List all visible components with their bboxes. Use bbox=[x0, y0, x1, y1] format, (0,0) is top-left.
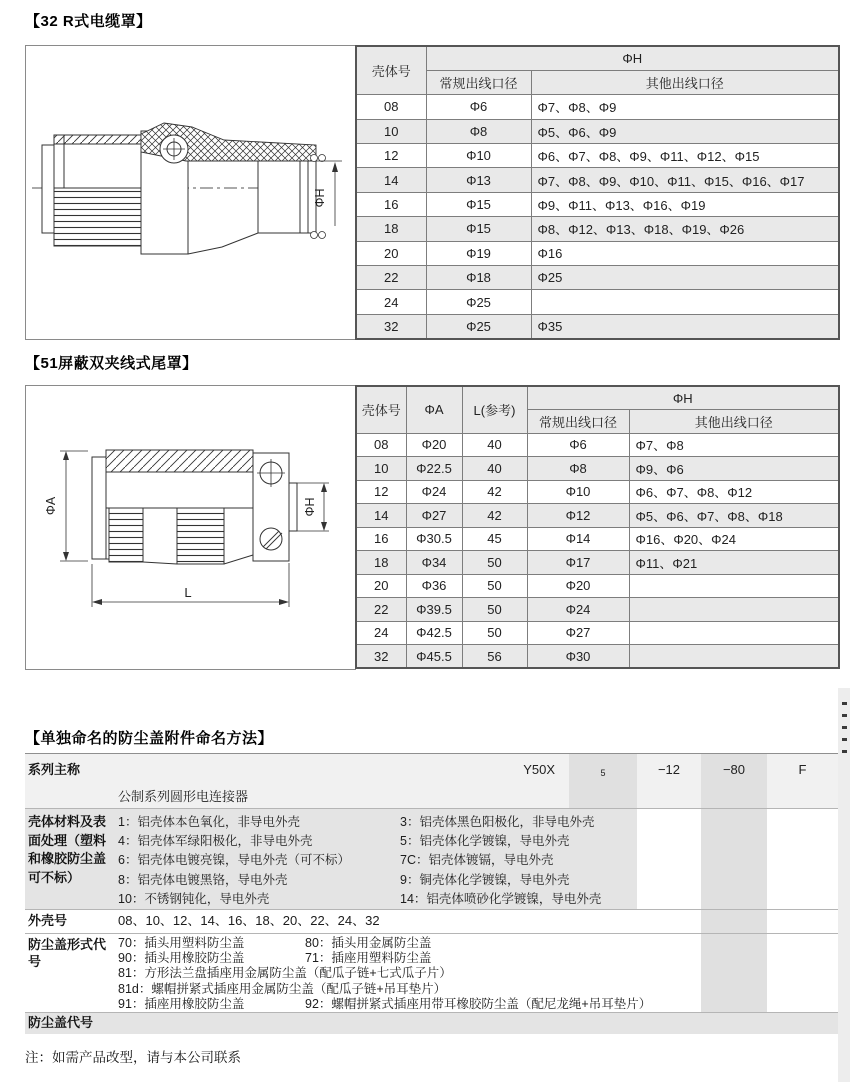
cell-shell: 24 bbox=[356, 290, 426, 314]
table-row bbox=[356, 527, 839, 551]
cell-normal: Φ12 bbox=[527, 504, 629, 528]
cell-phi-a: Φ39.5 bbox=[406, 598, 462, 622]
material-label bbox=[28, 813, 116, 887]
table-row bbox=[356, 645, 839, 669]
cell-other: Φ5、Φ6、Φ7、Φ8、Φ18 bbox=[629, 504, 839, 528]
cell-phi-a: Φ30.5 bbox=[406, 527, 462, 551]
cell-l: 42 bbox=[462, 480, 527, 504]
cover-type-item: 92：螺帽拼紧式插座用带耳橡胶防尘盖（配尼龙绳+吊耳垫片） bbox=[305, 996, 652, 1011]
col-header-normal: 常规出线口径 bbox=[527, 410, 629, 434]
header-row bbox=[356, 46, 839, 70]
cover-type-item: 70：插头用塑料防尘盖 bbox=[118, 936, 245, 950]
material-item: 5：铝壳体化学镀镍，导电外壳 bbox=[400, 834, 570, 849]
cell-other: Φ16、Φ20、Φ24 bbox=[629, 527, 839, 551]
col-header-phi-h: ΦH bbox=[527, 386, 839, 410]
cell-shell: 16 bbox=[356, 527, 406, 551]
page-edge-marks bbox=[842, 702, 847, 754]
material-label-part2: （塑料和橡胶防尘盖可不标） bbox=[28, 832, 107, 885]
cover-type-line bbox=[118, 951, 651, 966]
cell-l: 56 bbox=[462, 645, 527, 669]
series-description: 公制系列圆形电连接器 bbox=[118, 789, 249, 804]
cell-shell: 20 bbox=[356, 574, 406, 598]
cell-normal: Φ24 bbox=[527, 598, 629, 622]
cell-l: 50 bbox=[462, 574, 527, 598]
cell-l: 50 bbox=[462, 621, 527, 645]
table-row bbox=[356, 598, 839, 622]
material-list-left bbox=[118, 813, 350, 909]
table-row bbox=[356, 217, 839, 241]
material-item: 1：铝壳体本色氧化，非导电外壳 bbox=[118, 815, 300, 829]
cell-other bbox=[629, 574, 839, 598]
cover-type-item: 80：插头用金属防尘盖 bbox=[305, 936, 432, 950]
cell-other: Φ9、Φ11、Φ13、Φ16、Φ19 bbox=[531, 192, 839, 216]
cover-code-label: 防尘盖代号 bbox=[28, 1015, 94, 1030]
header-row bbox=[356, 70, 839, 94]
knurl-ring bbox=[177, 508, 224, 564]
cell-phi-a: Φ42.5 bbox=[406, 621, 462, 645]
cell-normal: Φ13 bbox=[426, 168, 531, 192]
cover-type-line bbox=[118, 936, 651, 951]
row-divider bbox=[25, 933, 838, 934]
material-item: 3：铝壳体黑色阳极化，非导电外壳 bbox=[400, 815, 595, 829]
spec-table-cable-cover bbox=[355, 45, 840, 340]
cell-shell: 32 bbox=[356, 645, 406, 669]
cell-other: Φ6、Φ7、Φ8、Φ12 bbox=[629, 480, 839, 504]
cell-other bbox=[629, 645, 839, 669]
cell-shell: 10 bbox=[356, 457, 406, 481]
cell-normal: Φ6 bbox=[426, 95, 531, 119]
cell-other: Φ11、Φ21 bbox=[629, 551, 839, 575]
cell-other: Φ6、Φ7、Φ8、Φ9、Φ11、Φ12、Φ15 bbox=[531, 144, 839, 168]
section-title-naming-method: 【单独命名的防尘盖附件命名方法】 bbox=[25, 730, 274, 747]
cell-normal: Φ25 bbox=[426, 314, 531, 338]
code-shell-no: −12 bbox=[657, 762, 681, 777]
row-divider bbox=[25, 808, 838, 809]
cover-type-item: 90：插头用橡胶防尘盖 bbox=[118, 951, 245, 966]
col-header-normal: 常规出线口径 bbox=[426, 70, 531, 94]
section-title-shield-tail: 【51屏蔽双夹线式尾罩】 bbox=[25, 355, 198, 372]
series-desc-row bbox=[25, 786, 838, 808]
header-row bbox=[356, 386, 839, 410]
cell-other bbox=[629, 598, 839, 622]
material-list-right bbox=[400, 813, 601, 909]
cell-other: Φ7、Φ8、Φ9、Φ10、Φ11、Φ15、Φ16、Φ17 bbox=[531, 168, 839, 192]
material-item: 4：铝壳体军绿阳极化，非导电外壳 bbox=[118, 834, 313, 849]
code-suffix: F bbox=[798, 762, 807, 777]
dim-h-label: ΦH bbox=[303, 497, 317, 517]
table-row bbox=[356, 168, 839, 192]
knurl-ring bbox=[54, 188, 141, 246]
cell-normal: Φ30 bbox=[527, 645, 629, 669]
cover-type-row bbox=[25, 933, 838, 1012]
cell-phi-a: Φ36 bbox=[406, 574, 462, 598]
table-row bbox=[356, 621, 839, 645]
cell-l: 40 bbox=[462, 433, 527, 457]
cell-normal: Φ8 bbox=[426, 119, 531, 143]
cell-phi-a: Φ20 bbox=[406, 433, 462, 457]
table-row bbox=[356, 266, 839, 290]
code-series: Y50X bbox=[523, 762, 555, 777]
material-row bbox=[25, 808, 838, 909]
cell-normal: Φ25 bbox=[426, 290, 531, 314]
series-label: 系列主称 bbox=[28, 762, 81, 777]
code-material: 5 bbox=[600, 768, 606, 778]
hatch-band bbox=[106, 450, 253, 472]
dim-h-label: ΦH bbox=[313, 188, 327, 208]
cover-type-line bbox=[118, 982, 651, 997]
cell-other: Φ5、Φ6、Φ9 bbox=[531, 119, 839, 143]
cell-phi-a: Φ22.5 bbox=[406, 457, 462, 481]
dim-arrow bbox=[321, 522, 327, 531]
dim-arrow bbox=[279, 599, 289, 605]
table-row bbox=[356, 457, 839, 481]
cell-shell: 14 bbox=[356, 504, 406, 528]
cell-other: Φ7、Φ8、Φ9 bbox=[531, 95, 839, 119]
cell-l: 42 bbox=[462, 504, 527, 528]
row-divider bbox=[25, 1012, 838, 1013]
cell-other: Φ7、Φ8 bbox=[629, 433, 839, 457]
cell-other: Φ25 bbox=[531, 266, 839, 290]
cell-phi-a: Φ24 bbox=[406, 480, 462, 504]
col-header-shell: 壳体号 bbox=[356, 386, 406, 433]
cell-normal: Φ14 bbox=[527, 527, 629, 551]
cable-cover-drawing bbox=[26, 46, 354, 338]
cell-normal: Φ10 bbox=[426, 144, 531, 168]
cell-phi-a: Φ34 bbox=[406, 551, 462, 575]
cell-shell: 16 bbox=[356, 192, 426, 216]
cell-normal: Φ19 bbox=[426, 241, 531, 265]
drawing-panel-shield-tail bbox=[25, 385, 356, 670]
dim-arrow bbox=[63, 451, 69, 460]
series-code-row bbox=[25, 754, 838, 786]
shell-no-label: 外壳号 bbox=[28, 913, 68, 928]
material-item: 8：铝壳体电镀黑铬，导电外壳 bbox=[118, 872, 288, 887]
cell-other: Φ8、Φ12、Φ13、Φ18、Φ19、Φ26 bbox=[531, 217, 839, 241]
cover-type-item: 81：方形法兰盘插座用金属防尘盖（配瓜子链+七式瓜子片） bbox=[118, 966, 452, 981]
cell-l: 45 bbox=[462, 527, 527, 551]
table-row bbox=[356, 314, 839, 338]
table-row bbox=[356, 574, 839, 598]
cell-other: Φ35 bbox=[531, 314, 839, 338]
material-label-part1: 壳体材料及表面处理 bbox=[28, 814, 107, 848]
cell-shell: 12 bbox=[356, 480, 406, 504]
table-row bbox=[356, 95, 839, 119]
cell-l: 40 bbox=[462, 457, 527, 481]
dim-l-label: L bbox=[184, 585, 192, 600]
table-row bbox=[356, 433, 839, 457]
cell-other: Φ9、Φ6 bbox=[629, 457, 839, 481]
table-row bbox=[356, 504, 839, 528]
dim-arrow bbox=[63, 552, 69, 561]
cell-shell: 12 bbox=[356, 144, 426, 168]
cell-phi-a: Φ45.5 bbox=[406, 645, 462, 669]
dim-arrow bbox=[92, 599, 102, 605]
cover-type-item: 91：插座用橡胶防尘盖 bbox=[118, 996, 245, 1011]
dim-arrow bbox=[332, 162, 338, 172]
cell-normal: Φ20 bbox=[527, 574, 629, 598]
table-row bbox=[356, 480, 839, 504]
cell-shell: 22 bbox=[356, 266, 426, 290]
cell-l: 50 bbox=[462, 551, 527, 575]
cell-normal: Φ10 bbox=[527, 480, 629, 504]
spec-table-shield-tail bbox=[355, 385, 840, 669]
cover-type-label: 防尘盖形式代号 bbox=[28, 937, 107, 969]
table-row bbox=[356, 241, 839, 265]
cell-other bbox=[629, 621, 839, 645]
cell-other bbox=[531, 290, 839, 314]
cover-type-item: 71：插座用塑料防尘盖 bbox=[305, 951, 432, 966]
material-item: 14：铝壳体喷砂化学镀镍，导电外壳 bbox=[400, 891, 602, 906]
table-row bbox=[356, 551, 839, 575]
cell-shell: 08 bbox=[356, 95, 426, 119]
row-divider bbox=[25, 909, 838, 910]
footer-note: 注：如需产品改型，请与本公司联系 bbox=[25, 1050, 241, 1065]
col-header-shell: 壳体号 bbox=[356, 46, 426, 95]
cover-type-line bbox=[118, 997, 651, 1012]
cell-shell: 18 bbox=[356, 551, 406, 575]
tail-cover-drawing bbox=[26, 386, 354, 668]
dim-arrow bbox=[321, 483, 327, 492]
cell-shell: 10 bbox=[356, 119, 426, 143]
material-item: 9：铜壳体化学镀镍，导电外壳 bbox=[400, 872, 570, 887]
table-row bbox=[356, 290, 839, 314]
cell-normal: Φ15 bbox=[426, 192, 531, 216]
page-edge-tab bbox=[838, 688, 850, 1082]
naming-table bbox=[25, 753, 838, 1033]
table-row bbox=[356, 192, 839, 216]
material-item: 7C：铝壳体镀镉，导电外壳 bbox=[400, 853, 554, 868]
cell-shell: 32 bbox=[356, 314, 426, 338]
cover-type-list bbox=[118, 936, 651, 1012]
cell-normal: Φ6 bbox=[527, 433, 629, 457]
cell-normal: Φ27 bbox=[527, 621, 629, 645]
cell-shell: 22 bbox=[356, 598, 406, 622]
shell-no-row bbox=[25, 909, 838, 933]
col-header-phi-h: ΦH bbox=[426, 46, 839, 70]
cell-shell: 20 bbox=[356, 241, 426, 265]
cover-type-line bbox=[118, 966, 651, 981]
cell-normal: Φ18 bbox=[426, 266, 531, 290]
cell-shell: 18 bbox=[356, 217, 426, 241]
cell-phi-a: Φ27 bbox=[406, 504, 462, 528]
col-header-other: 其他出线口径 bbox=[629, 410, 839, 434]
table-row bbox=[356, 119, 839, 143]
cover-type-item: 81d：螺帽拼紧式插座用金属防尘盖（配瓜子链+吊耳垫片） bbox=[118, 981, 447, 996]
cell-normal: Φ8 bbox=[527, 457, 629, 481]
code-cover-type: −80 bbox=[722, 762, 746, 777]
section-title-cable-cover: 【32 R式电缆罩】 bbox=[25, 13, 152, 30]
drawing-panel-cable-cover bbox=[25, 45, 356, 340]
cell-shell: 24 bbox=[356, 621, 406, 645]
shell-no-values: 08、10、12、14、16、18、20、22、24、32 bbox=[118, 913, 380, 928]
col-header-l: L(参考) bbox=[462, 386, 527, 433]
cover-code-row bbox=[25, 1012, 838, 1034]
dim-a-label: ΦA bbox=[44, 496, 58, 516]
material-item: 10：不锈钢钝化，导电外壳 bbox=[118, 891, 270, 906]
cell-l: 50 bbox=[462, 598, 527, 622]
table-row bbox=[356, 144, 839, 168]
knurl-ring bbox=[109, 508, 143, 562]
cell-normal: Φ17 bbox=[527, 551, 629, 575]
cell-shell: 14 bbox=[356, 168, 426, 192]
cell-normal: Φ15 bbox=[426, 217, 531, 241]
col-header-phi-a: ΦA bbox=[406, 386, 462, 433]
cell-shell: 08 bbox=[356, 433, 406, 457]
col-header-other: 其他出线口径 bbox=[531, 70, 839, 94]
material-item: 6：铝壳体电镀亮镍，导电外壳（可不标） bbox=[118, 853, 350, 868]
cell-other: Φ16 bbox=[531, 241, 839, 265]
